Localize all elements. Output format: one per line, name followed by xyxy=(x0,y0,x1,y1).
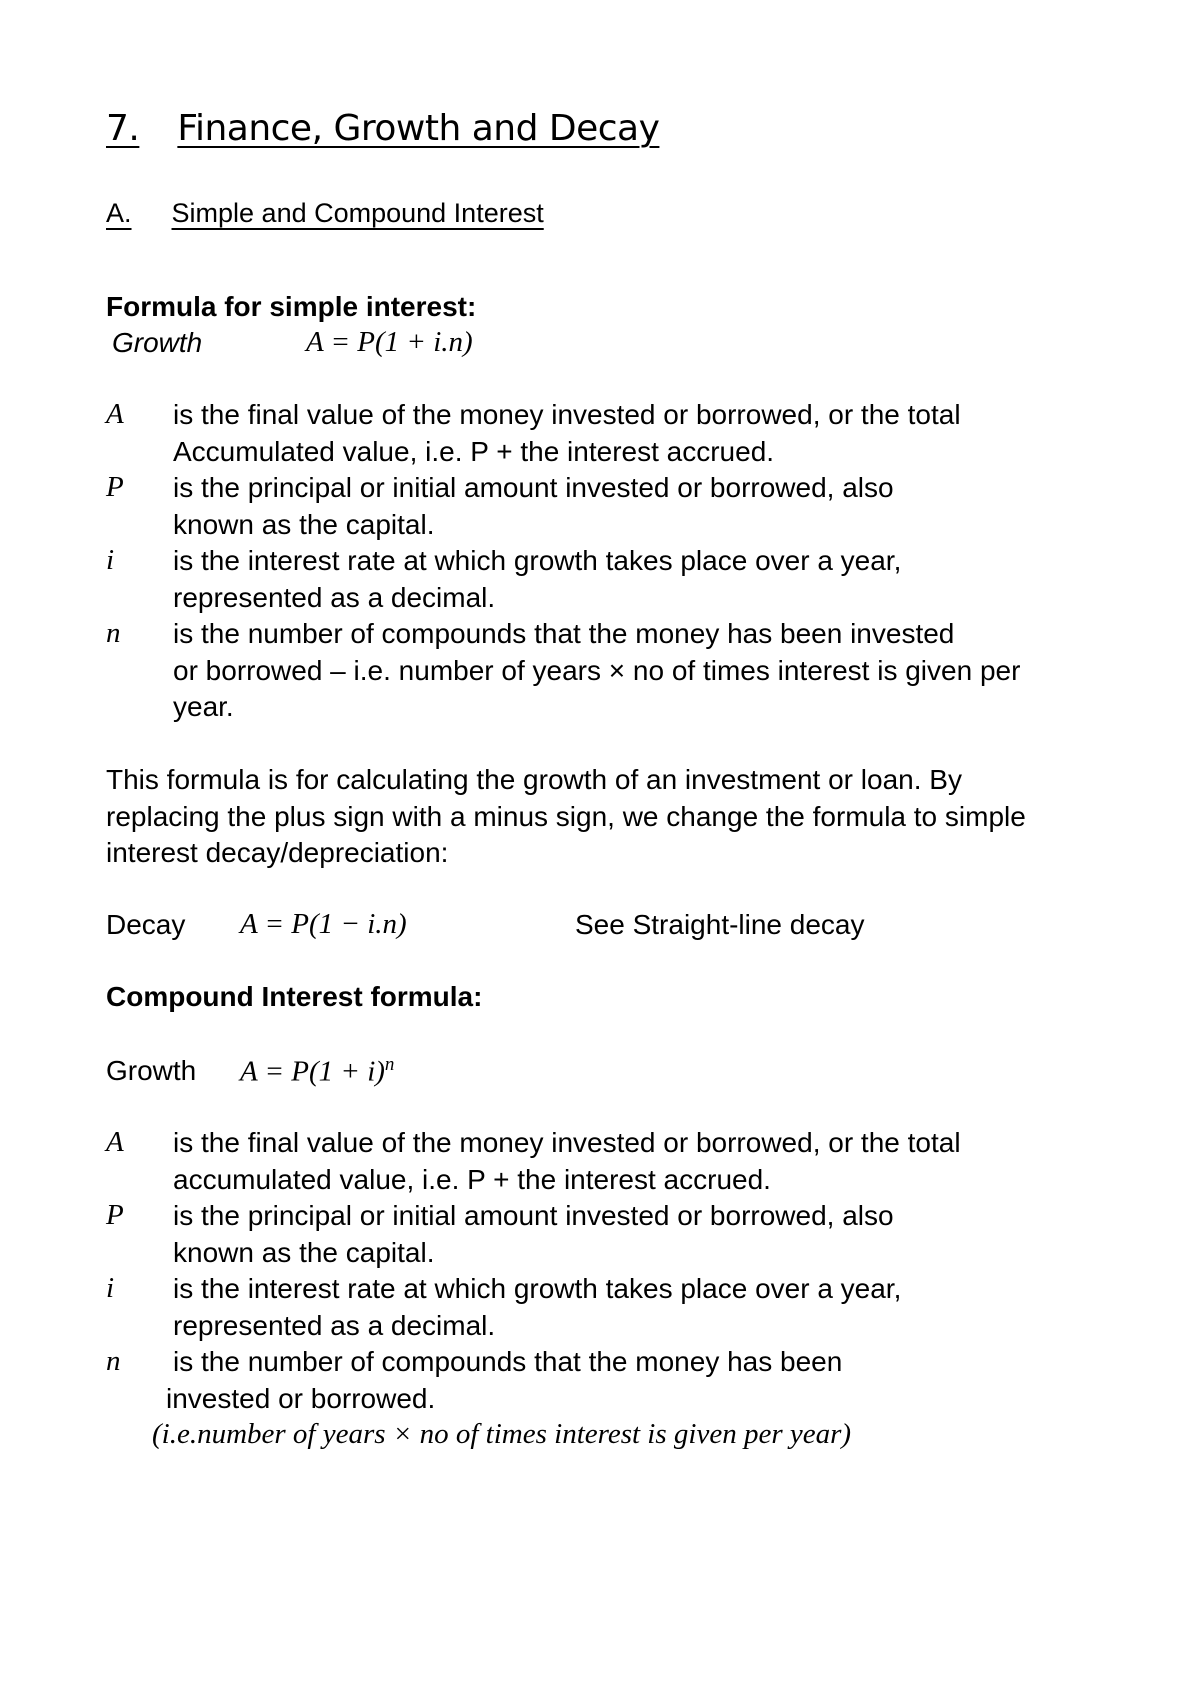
definition-line: is the final value of the money invested or borrowed, or the total xyxy=(173,1127,961,1158)
decay-formula: A = P(1 − i.n) xyxy=(240,908,407,940)
definition-symbol: i xyxy=(106,544,115,576)
definition-line: or borrowed – i.e. number of years × no of times interest is given per xyxy=(173,654,1021,686)
definition-line: is the interest rate at which growth takes place over a year, xyxy=(173,1273,902,1304)
title-text: Finance, Growth and Decay xyxy=(177,108,660,149)
definition-line: represented as a decimal. xyxy=(173,1309,496,1341)
decay-note: See Straight-line decay xyxy=(575,909,865,940)
title-number: 7. xyxy=(106,108,140,149)
definition-line: known as the capital. xyxy=(173,1236,435,1268)
section-text: Simple and Compound Interest xyxy=(171,198,544,228)
definition-line: is the number of compounds that the money has been xyxy=(173,1346,843,1377)
page-title xyxy=(106,108,659,149)
definition-line: is the principal or initial amount invested or borrowed, also xyxy=(173,1200,894,1231)
simple-heading: Formula for simple interest: xyxy=(106,291,477,322)
compound-formula-exponent: n xyxy=(384,1054,395,1075)
compound-heading: Compound Interest formula: xyxy=(106,981,483,1012)
definition-line: known as the capital. xyxy=(173,508,435,540)
section-heading xyxy=(106,198,544,229)
paragraph-line: This formula is for calculating the growth of an investment or loan. By xyxy=(106,764,962,795)
simple-growth-label: Growth xyxy=(112,327,203,358)
compound-formula-base: A = P(1 + i) xyxy=(240,1055,385,1088)
definition-line: Accumulated value, i.e. P + the interest accrued. xyxy=(173,435,775,467)
compound-growth-label: Growth xyxy=(106,1055,197,1086)
definition-line: accumulated value, i.e. P + the interest accrued. xyxy=(173,1163,771,1195)
compound-growth-formula xyxy=(240,1054,394,1089)
compound-note: (i.e.number of years × no of times interest is given per year) xyxy=(152,1418,852,1450)
definition-symbol: P xyxy=(106,1199,124,1231)
definition-symbol: A xyxy=(106,398,124,430)
definition-symbol: P xyxy=(106,471,124,503)
simple-growth-formula: A = P(1 + i.n) xyxy=(306,326,473,358)
definition-symbol: n xyxy=(106,1345,121,1377)
definition-symbol: A xyxy=(106,1126,124,1158)
paragraph-line: replacing the plus sign with a minus sign, we change the formula to simple xyxy=(106,800,1026,832)
decay-label: Decay xyxy=(106,909,186,940)
definition-line: is the principal or initial amount invested or borrowed, also xyxy=(173,472,894,503)
definition-line: year. xyxy=(173,691,234,722)
definition-symbol: n xyxy=(106,617,121,649)
definition-line: is the number of compounds that the money has been invested xyxy=(173,618,955,649)
definition-line: represented as a decimal. xyxy=(173,581,496,613)
paragraph-line: interest decay/depreciation: xyxy=(106,837,449,868)
definition-line: is the interest rate at which growth takes place over a year, xyxy=(173,545,902,576)
definition-symbol: i xyxy=(106,1272,115,1304)
section-letter: A. xyxy=(106,198,132,228)
definition-line: invested or borrowed. xyxy=(166,1382,436,1414)
definition-line: is the final value of the money invested or borrowed, or the total xyxy=(173,399,961,430)
